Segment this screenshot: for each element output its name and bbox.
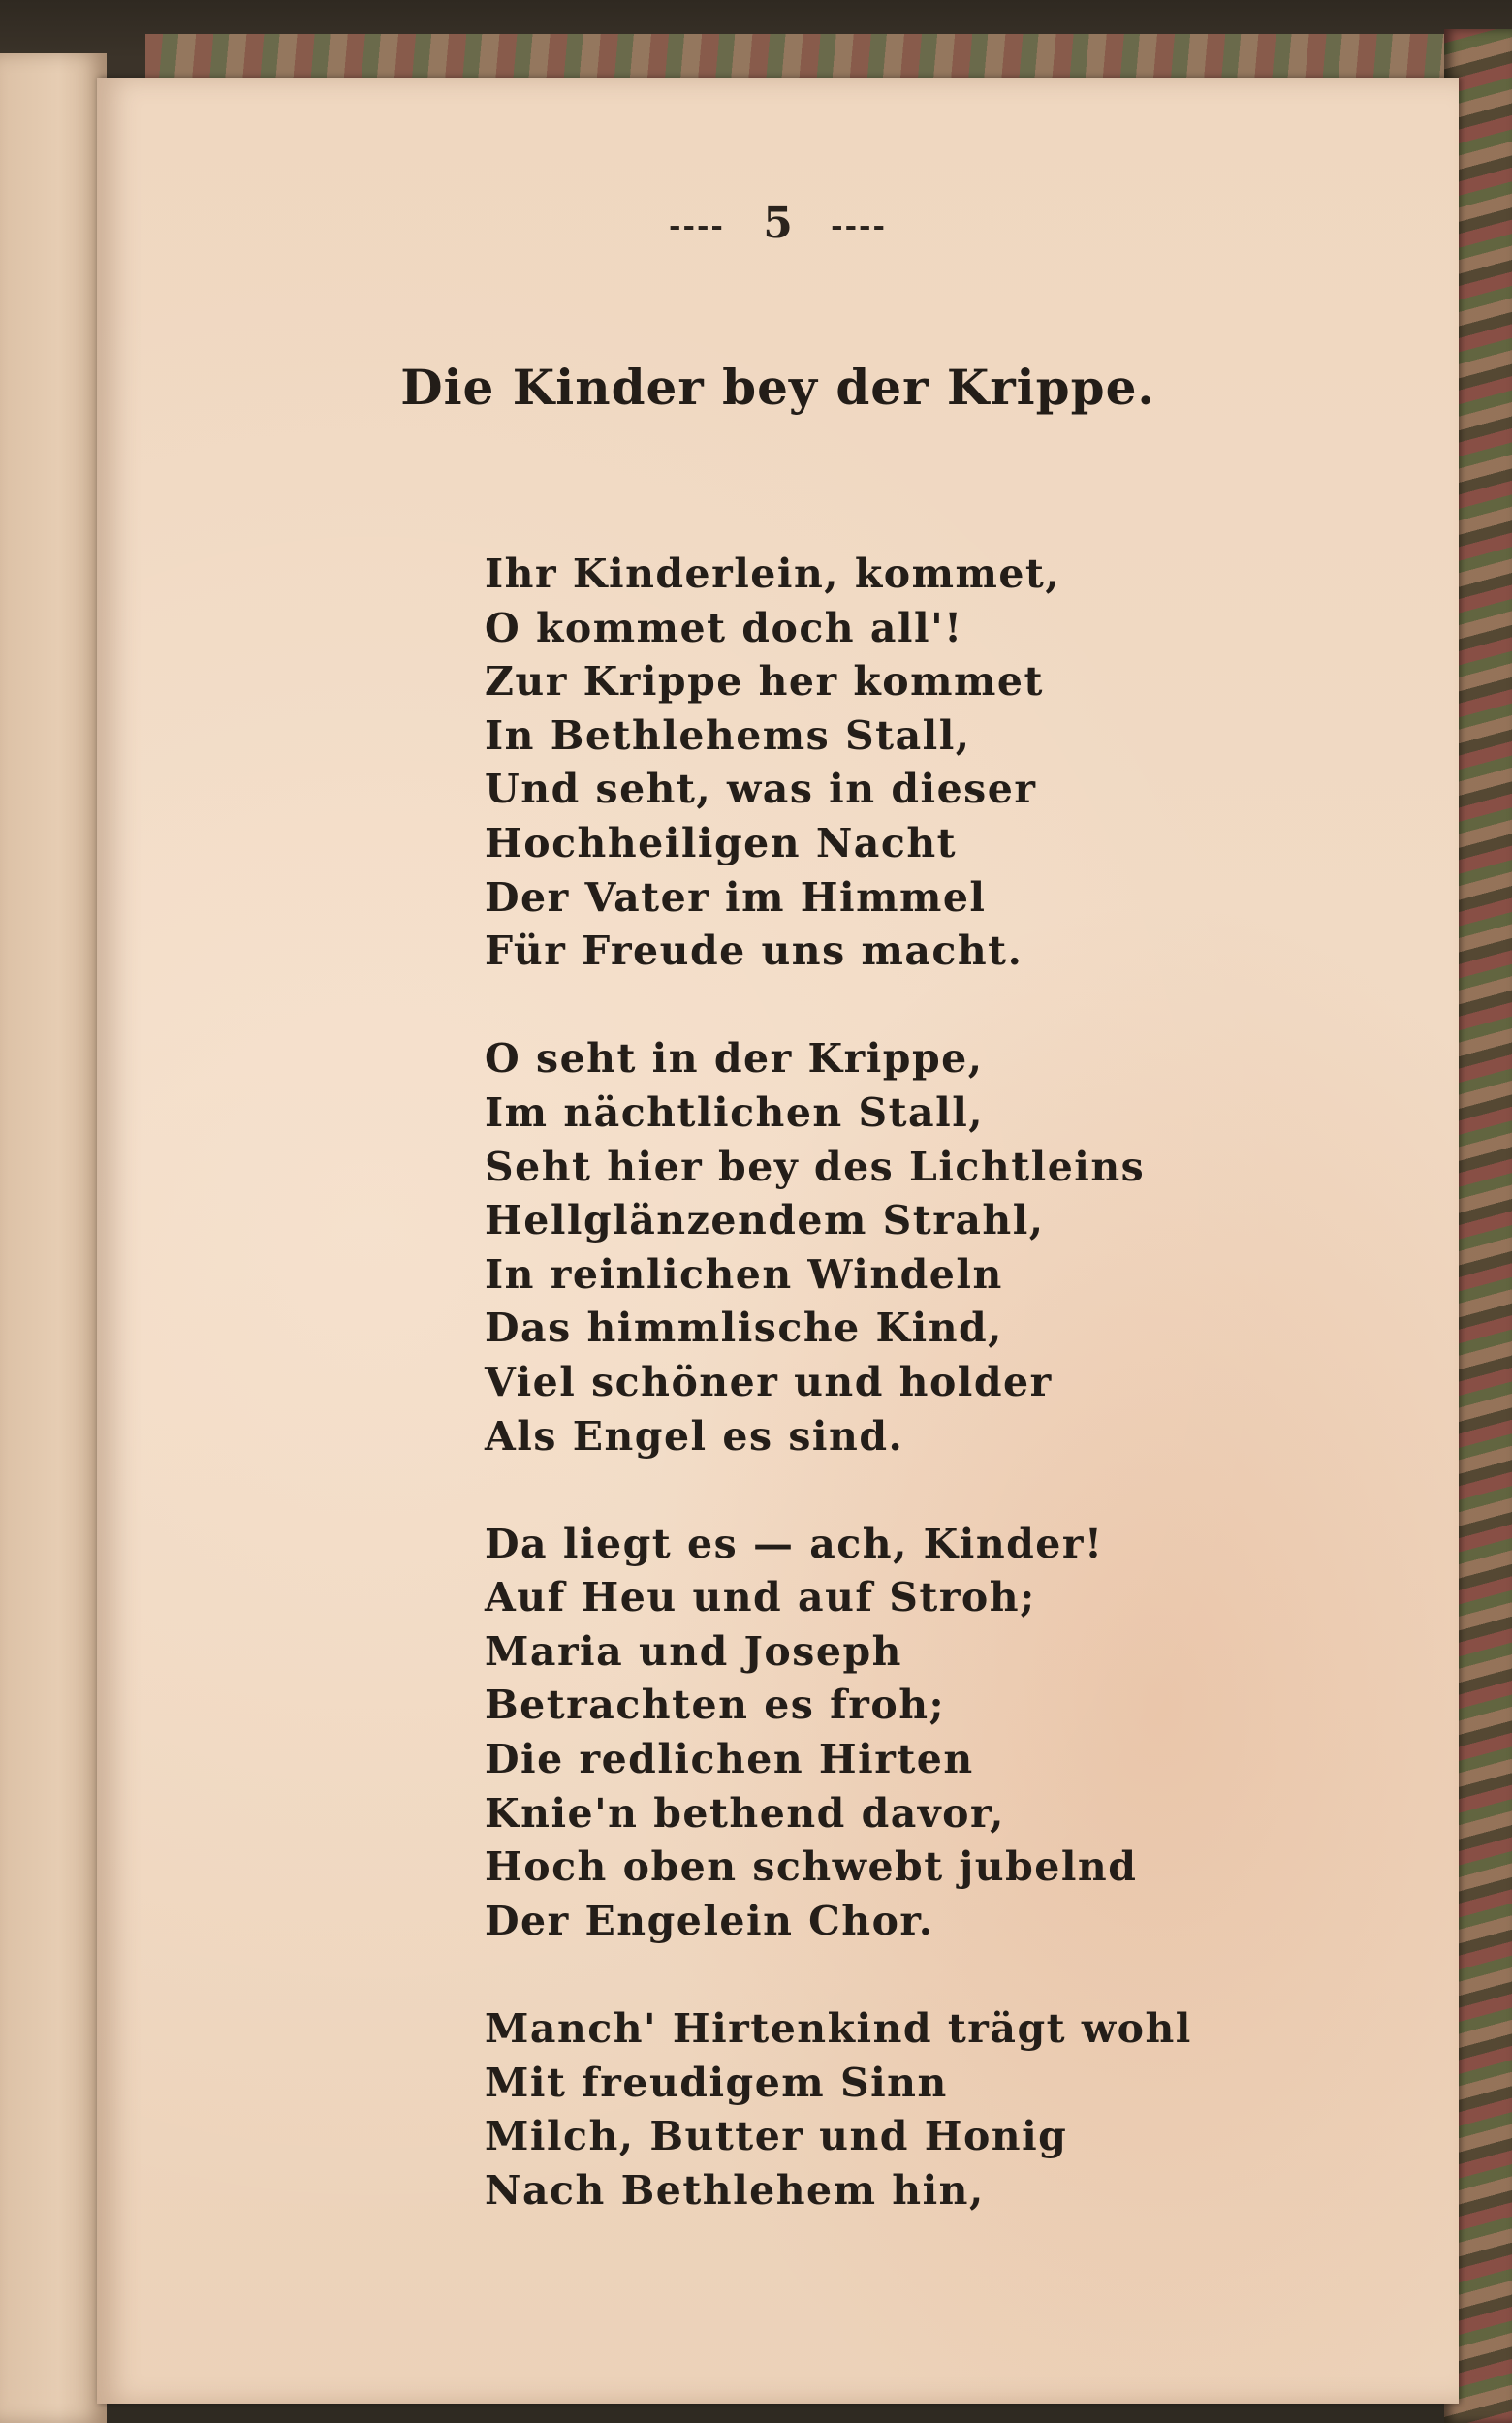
- poem-line: O seht in der Krippe,: [485, 1035, 984, 1083]
- poem-line: Da liegt es — ach, Kinder!: [485, 1520, 1104, 1567]
- poem-line: Nach Bethlehem hin,: [485, 2166, 985, 2214]
- ornament-left: ----: [669, 209, 725, 243]
- poem-line: Der Vater im Himmel: [485, 873, 987, 921]
- poem-line: Zur Krippe her kommet: [485, 658, 1044, 706]
- poem-line: Der Engelein Chor.: [485, 1897, 934, 1944]
- poem-line: Knie'n bethend davor,: [485, 1789, 1005, 1837]
- page-header: [97, 199, 1459, 248]
- poem-title: Die Kinder bey der Krippe.: [400, 359, 1155, 416]
- poem-line: Manch' Hirtenkind trägt wohl: [485, 2005, 1192, 2053]
- poem-line: Das himmlische Kind,: [485, 1305, 1003, 1352]
- poem-line: Maria und Joseph: [485, 1627, 902, 1675]
- poem-line: Ihr Kinderlein, kommet,: [485, 551, 1061, 597]
- stanza-4: [485, 2002, 1357, 2218]
- facing-page-left: [0, 53, 107, 2423]
- poem-line: Für Freude uns macht.: [485, 928, 1024, 975]
- ornament-right: ----: [831, 209, 887, 243]
- poem-line: Hellglänzendem Strahl,: [485, 1197, 1045, 1244]
- poem-line: Viel schöner und holder: [485, 1358, 1053, 1405]
- poem-line: O kommet doch all'!: [485, 604, 963, 651]
- book-page: [97, 78, 1459, 2404]
- poem-line: Im nächtlichen Stall,: [485, 1088, 985, 1136]
- poem-line: Mit freudigem Sinn: [485, 2059, 948, 2106]
- poem-line: Milch, Butter und Honig: [485, 2113, 1068, 2160]
- poem-line: Betrachten es froh;: [485, 1682, 946, 1729]
- poem-line: Seht hier bey des Lichtleins: [485, 1143, 1146, 1190]
- poem-line: In Bethlehems Stall,: [485, 711, 971, 759]
- poem-line: Hoch oben schwebt jubelnd: [485, 1843, 1138, 1891]
- stanza-1: [485, 548, 1357, 979]
- poem-line: Auf Heu und auf Stroh;: [485, 1574, 1036, 1621]
- stanza-2: [485, 1032, 1357, 1463]
- stanza-3: [485, 1518, 1357, 1949]
- page-number: 5: [763, 199, 793, 248]
- poem-body: [485, 548, 1357, 2272]
- poem-line: In reinlichen Windeln: [485, 1250, 1003, 1298]
- poem-line: Die redlichen Hirten: [485, 1736, 974, 1783]
- poem-line: Als Engel es sind.: [485, 1412, 904, 1460]
- poem-line: Hochheiligen Nacht: [485, 819, 958, 866]
- poem-line: Und seht, was in dieser: [485, 766, 1037, 813]
